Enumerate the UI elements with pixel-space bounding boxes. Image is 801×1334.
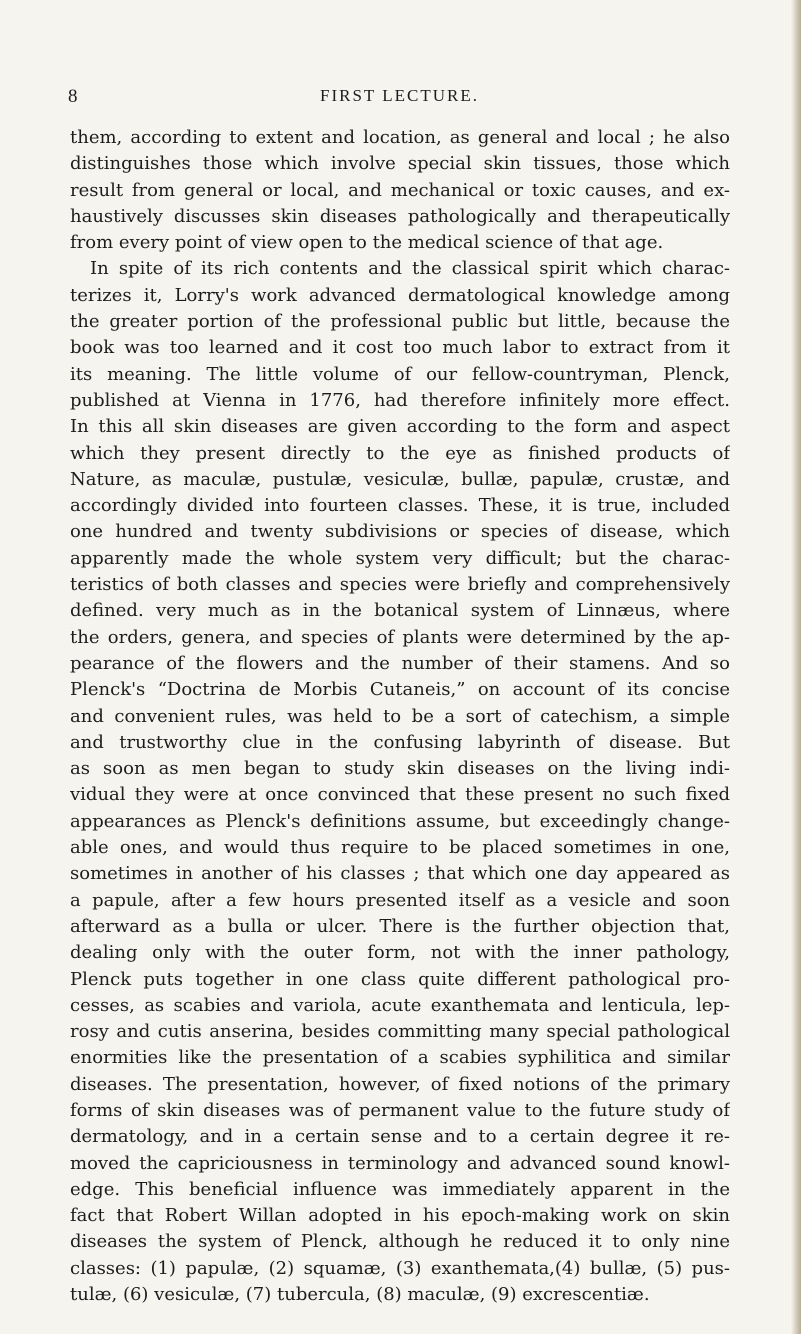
text-line: defined. very much as in the botanical system of Linnæus, where — [70, 600, 730, 622]
text-line: published at Vienna in 1776, had therefore infinitely more effect. — [70, 389, 730, 411]
text-line: one hundred and twenty subdivisions or species of disease, which — [70, 521, 730, 543]
text-line: distinguishes those which involve special skin tissues, those which — [70, 153, 730, 175]
text-line: edge. This beneficial influence was immediately apparent in the — [70, 1178, 730, 1200]
text-line: enormities like the presentation of a scabies syphilitica and similar — [70, 1047, 730, 1069]
page-edge-shadow — [791, 0, 801, 1334]
text-line: and trustworthy clue in the confusing labyrinth of disease. But — [70, 731, 730, 753]
text-line: Plenck's “Doctrina de Morbis Cutaneis,” on account of its concise — [70, 679, 730, 701]
text-line: dealing only with the outer form, not with the inner pathology, — [70, 942, 730, 964]
text-line: dermatology, and in a certain sense and to a certain degree it re- — [70, 1126, 730, 1148]
text-line: accordingly divided into fourteen classes. These, it is true, included — [70, 495, 730, 517]
text-line: Plenck puts together in one class quite different pathological pro- — [70, 968, 730, 990]
text-line: able ones, and would thus require to be placed sometimes in one, — [70, 837, 730, 859]
text-line: In this all skin diseases are given according to the form and aspect — [70, 416, 730, 438]
text-line: pearance of the flowers and the number of their stamens. And so — [70, 652, 730, 674]
text-line: teristics of both classes and species were briefly and comprehensively — [70, 574, 730, 596]
text-line: cesses, as scabies and variola, acute exanthemata and lenticula, lep- — [70, 994, 730, 1016]
text-line: a papule, after a few hours presented itself as a vesicle and soon — [70, 889, 730, 911]
running-head: FIRST LECTURE. — [320, 86, 479, 105]
text-line: as soon as men began to study skin diseases on the living indi- — [70, 758, 730, 780]
text-line: result from general or local, and mechanical or toxic causes, and ex- — [70, 179, 730, 201]
text-line: and convenient rules, was held to be a sort of catechism, a simple — [70, 705, 730, 727]
text-line: Nature, as maculæ, pustulæ, vesiculæ, bullæ, papulæ, crustæ, and — [70, 468, 730, 490]
text-line: tulæ, (6) vesiculæ, (7) tubercula, (8) maculæ, (9) excrescentiæ. — [70, 1284, 650, 1306]
text-line: forms of skin diseases was of permanent value to the future study of — [70, 1099, 730, 1121]
text-line: sometimes in another of his classes ; that which one day appeared as — [70, 863, 730, 885]
text-line: them, according to extent and location, as general and local ; he also — [70, 127, 730, 148]
text-line: diseases. The presentation, however, of fixed notions of the primary — [70, 1073, 730, 1095]
text-line: from every point of view open to the medical science of that age. — [70, 232, 664, 254]
body-text — [70, 125, 730, 1308]
text-line: which they present directly to the eye as finished products of — [70, 442, 730, 464]
text-line: classes: (1) papulæ, (2) squamæ, (3) exanthemata,(4) bullæ, (5) pus- — [70, 1257, 730, 1279]
text-line: moved the capriciousness in terminology and advanced sound knowl- — [70, 1152, 730, 1174]
text-line: its meaning. The little volume of our fellow-countryman, Plenck, — [70, 363, 730, 385]
text-line: the greater portion of the professional public but little, because the — [70, 311, 730, 333]
text-line: afterward as a bulla or ulcer. There is the further objection that, — [70, 915, 730, 937]
text-line: In spite of its rich contents and the classical spirit which charac- — [90, 258, 730, 280]
text-line: book was too learned and it cost too much labor to extract from it — [70, 337, 730, 359]
text-line: terizes it, Lorry's work advanced dermatological knowledge among — [70, 284, 730, 306]
page-number: 8 — [68, 86, 78, 107]
text-line: rosy and cutis anserina, besides committing many special pathological — [70, 1021, 730, 1043]
text-line: appearances as Plenck's definitions assume, but exceedingly change- — [70, 810, 730, 832]
text-line: apparently made the whole system very difficult; but the charac- — [70, 547, 730, 569]
text-line: diseases the system of Plenck, although he reduced it to only nine — [70, 1231, 730, 1253]
text-line: fact that Robert Willan adopted in his epoch-making work on skin — [70, 1205, 730, 1227]
text-line: the orders, genera, and species of plants were determined by the ap- — [70, 626, 730, 648]
text-line: vidual they were at once convinced that these present no such fixed — [70, 784, 730, 806]
text-line: haustively discusses skin diseases pathologically and therapeutically — [70, 205, 730, 227]
